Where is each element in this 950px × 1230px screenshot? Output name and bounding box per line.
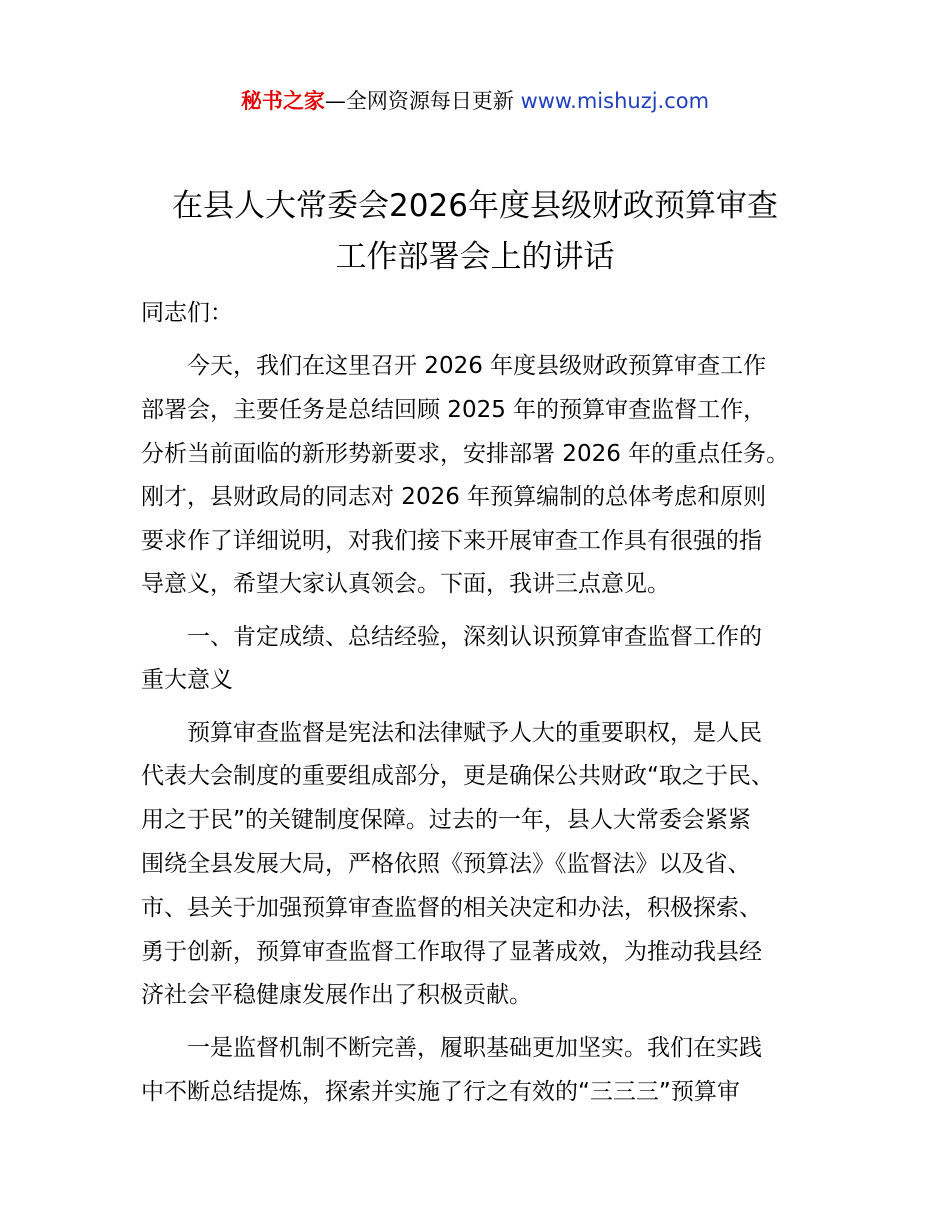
paragraph-line: 要求作了详细说明，对我们接下来开展审查工作具有很强的指 bbox=[141, 528, 762, 554]
section-heading-line: 重大意义 bbox=[141, 667, 233, 693]
paragraph-line: 用之于民”的关键制度保障。过去的一年，县人大常委会紧紧 bbox=[141, 807, 751, 833]
section-heading-line: 一、肯定成绩、总结经验，深刻认识预算审查监督工作的 bbox=[187, 624, 762, 650]
paragraph-line: 代表大会制度的重要组成部分，更是确保公共财政“取之于民、 bbox=[141, 763, 774, 789]
paragraph-line: 围绕全县发展大局，严格依照《预算法》《监督法》以及省、 bbox=[141, 851, 751, 877]
site-tagline: —全网资源每日更新 bbox=[324, 89, 521, 113]
paragraph-line: 一是监督机制不断完善，履职基础更加坚实。我们在实践 bbox=[187, 1035, 762, 1061]
paragraph-line: 今天，我们在这里召开 2026 年度县级财政预算审查工作 bbox=[187, 353, 767, 379]
paragraph-line: 中不断总结提炼，探索并实施了行之有效的“三三三”预算审 bbox=[141, 1079, 740, 1105]
document-title-line-2: 工作部署会上的讲话 bbox=[335, 239, 615, 275]
site-url-link[interactable]: www.mishuzj.com bbox=[520, 89, 710, 113]
paragraph-line: 刚才，县财政局的同志对 2026 年预算编制的总体考虑和原则 bbox=[141, 484, 767, 510]
paragraph-line: 济社会平稳健康发展作出了积极贡献。 bbox=[141, 982, 532, 1008]
paragraph-line: 导意义，希望大家认真领会。下面，我讲三点意见。 bbox=[141, 571, 670, 597]
paragraph-line: 勇于创新，预算审查监督工作取得了显著成效，为推动我县经 bbox=[141, 939, 762, 965]
paragraph-line: 预算审查监督是宪法和法律赋予人大的重要职权，是人民 bbox=[187, 720, 762, 746]
paragraph-line: 部署会，主要任务是总结回顾 2025 年的预算审查监督工作， bbox=[141, 397, 767, 423]
salutation: 同志们： bbox=[141, 300, 233, 326]
site-brand: 秘书之家 bbox=[240, 89, 325, 113]
document-title-line-1: 在县人大常委会2026年度县级财政预算审查 bbox=[172, 188, 778, 224]
site-banner bbox=[0, 86, 950, 116]
paragraph-line: 市、县关于加强预算审查监督的相关决定和办法，积极探索、 bbox=[141, 895, 762, 921]
paragraph-line: 分析当前面临的新形势新要求，安排部署 2026 年的重点任务。 bbox=[141, 441, 790, 467]
